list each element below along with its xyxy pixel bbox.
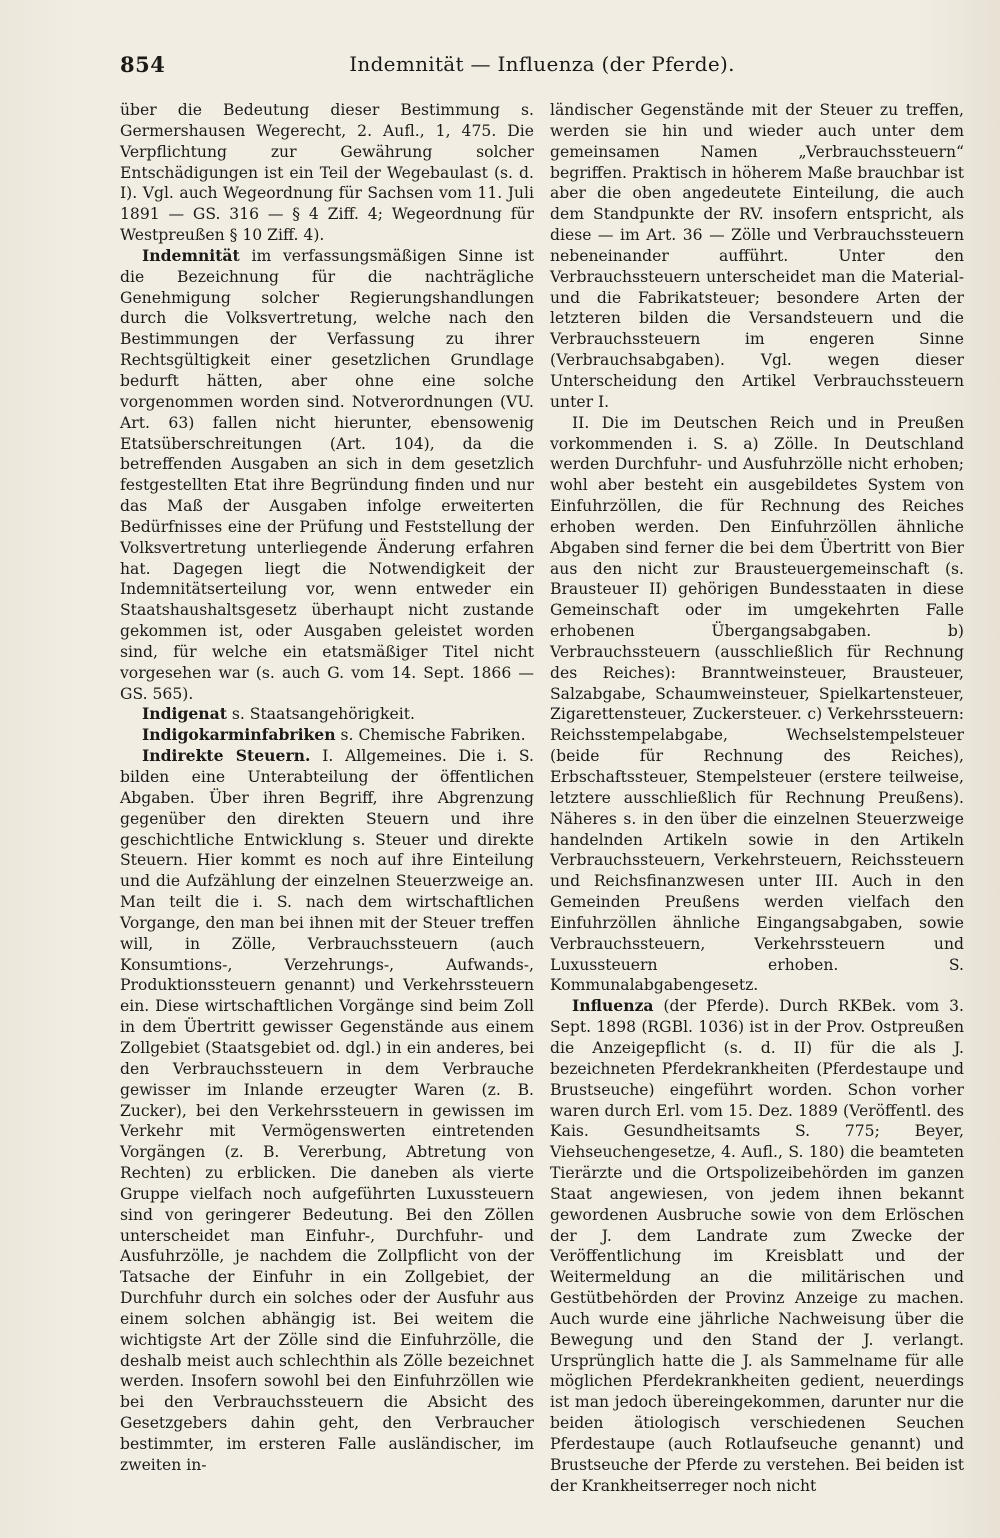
entry-indemnitaet (120, 246, 534, 705)
entry-text: (der Pferde). Durch RKBek. vom 3. Sept. 1898 (RGBl. 1036) ist in der Prov. Ostpreußen die Anzeigepflicht (s. d. II) für die als J. bezeichneten Pferdekrankheiten (Pferdestaupe und Brustseuche) eingeführt worden. Schon vorher waren durch Erl. vom 15. Dez. 1889 (Veröffentl. des Kais. Gesundheitsamts S. 775; Beyer, Viehseuchengesetze, 4. Aufl., S. 180) die beamteten Tierärzte und die Ortspolizeibehörden im ganzen Staat angewiesen, von jedem ihnen bekannt gewordenen Ausbruche sowie von dem Erlöschen der J. dem Landrate zum Zwecke der Veröffentlichung im Kreisblatt und der Weitermeldung an die militärischen und Gestütbehörden der Provinz Anzeige zu machen. Auch wurde eine jährliche Nachweisung über die Bewegung und den Stand der J. verlangt. Ursprünglich hatte die J. als Sammelname für alle möglichen Pferdekrankheiten gedient, neuerdings ist man jedoch übereingekommen, darunter nur die beiden ätiologisch verschiedenen Seuchen Pferdestaupe (auch Rotlaufseuche genannt) und Brustseuche der Pferde zu verstehen. Bei beiden ist der Krankheitserreger noch nicht (550, 997, 964, 1495)
entry-headword: Indigokarminfabriken (142, 725, 336, 745)
entry-text: s. Staatsangehörigkeit. (226, 705, 415, 724)
entry-text: im verfassungsmäßigen Sinne ist die Bezeichnung für die nachträgliche Genehmigung solcher Regierungshandlungen durch die Volksvertretung, welche nach den Bestimmungen der Verfassung zu ihrer Rechtsgültigkeit einer gesetzlichen Grundlage bedurft hätten, aber ohne eine solche vorgenommen worden sind. Notverordnungen (VU. Art. 63) fallen nicht hierunter, ebensowenig Etatsüberschreitungen (Art. 104), da die betreffenden Ausgaben an sich in dem gesetzlich festgestellten Etat ihre Begründung finden und nur das Maß der Ausgaben infolge erweiterten Bedürfnisses eine der Prüfung und Feststellung der Volksvertretung unterliegende Änderung erfahren hat. Dagegen liegt die Notwendigkeit der Indemnitätserteilung vor, wenn entweder ein Staatshaushaltsgesetz überhaupt nicht zustande gekommen ist, oder Ausgaben geleistet worden sind, für welche ein etatsmäßiger Titel nicht vorgesehen war (s. auch G. vom 14. Sept. 1866 — GS. 565). (120, 246, 534, 703)
entry-influenza (550, 996, 964, 1496)
entry-indigenat (120, 704, 534, 725)
left-column (120, 100, 534, 1476)
right-column (550, 100, 964, 1497)
entry-text: I. Allgemeines. Die i. S. bilden eine Unterabteilung der öffentlichen Abgaben. Über ihren Begriff, ihre Abgrenzung gegenüber den direkten Steuern und ihre geschichtliche Entwicklung s. Steuer und direkte Steuern. Hier kommt es noch auf ihre Einteilung und die Aufzählung der einzelnen Steuerzweige an. Man teilt die i. S. nach dem wirtschaftlichen Vorgange, den man bei ihnen mit der Steuer treffen will, in Zölle, Verbrauchssteuern (auch Konsumtions-, Verzehrungs-, Aufwands-, Produktionssteuern genannt) und Verkehrssteuern ein. Diese wirtschaftlichen Vorgänge sind beim Zoll in dem Übertritt gewisser Gegenstände aus einem Zollgebiet (Staatsgebiet od. dgl.) in ein anderes, bei den Verbrauchssteuern in dem Verbrauche gewisser im Inlande erzeugter Waren (z. B. Zucker), bei den Verkehrssteuern in gewissen im Verkehr mit Vermögenswerten eintretenden Vorgängen (z. B. Vererbung, Abtretung von Rechten) zu erblicken. Die daneben als vierte Gruppe vielfach noch aufgeführten Luxussteuern sind von geringerer Bedeutung. Bei den Zöllen unterscheidet man Einfuhr-, Durchfuhr- und Ausfuhrzölle, je nachdem die Zollpflicht von der Tatsache der Einfuhr in ein Zollgebiet, der Durchfuhr durch ein solches oder der Ausfuhr aus einem solchen abhängig ist. Bei weitem die wichtigste Art der Zölle sind die Einfuhrzölle, die deshalb meist auch schlechthin als Zölle bezeichnet werden. Insofern sowohl bei den Einfuhrzöllen wie bei den Verbrauchssteuern die Absicht des Gesetzgebers dahin geht, den Verbraucher bestimmter, im ersteren Falle ausländischer, im zweiten in- (120, 747, 534, 1474)
entry-headword: Influenza (572, 996, 654, 1016)
entry-headword: Indemnität (142, 245, 240, 265)
entry-text: s. Chemische Fabriken. (335, 726, 526, 745)
entry-headword: Indigenat (142, 704, 227, 724)
running-head: Indemnität — Influenza (der Pferde). (349, 52, 735, 76)
paragraph-wegerecht-continuation: über die Bedeutung dieser Bestimmung s. Germershausen Wegerecht, 2. Aufl., 1, 475. Die Verpflichtung zur Gewährung solcher Entschädigungen ist ein Teil der Wegebaulast (s. d. I). Vgl. auch Wegeordnung für Sachsen vom 11. Juli 1891 — GS. 316 — § 4 Ziff. 4; Wegeordnung für Westpreußen § 10 Ziff. 4). (120, 101, 534, 245)
entry-indirekte-steuern (120, 746, 534, 1476)
entry-headword: Indirekte Steuern. (142, 746, 311, 766)
paragraph-indirekte-steuern-continuation: ländischer Gegenstände mit der Steuer zu treffen, werden sie hin und wieder auch unter dem gemeinsamen Namen „Verbrauchssteuern“ begriffen. Praktisch in höherem Maße brauchbar ist aber die oben angedeutete Einteilung, die auch dem Standpunkte der RV. insofern entspricht, als diese — im Art. 36 — Zölle und Verbrauchssteuern nebeneinander aufführt. Unter den Verbrauchssteuern unterscheidet man die Material- und die Fabrikatsteuer; besondere Arten der letzteren bilden die Versandsteuern und die Verbrauchssteuern im engeren Sinne (Verbrauchsabgaben). Vgl. wegen dieser Unterscheidung den Artikel Verbrauchssteuern unter I. (550, 101, 964, 411)
entry-indigokarminfabriken (120, 725, 534, 746)
paragraph-indirekte-steuern-part-two: II. Die im Deutschen Reich und in Preußen vorkommenden i. S. a) Zölle. In Deutschland werden Durchfuhr- und Ausfuhrzölle nicht erhoben; wohl aber besteht ein ausgebildetes System von Einfuhrzöllen, die für Rechnung des Reiches erhoben werden. Den Einfuhrzöllen ähnliche Abgaben sind ferner die bei dem Übertritt von Bier aus den nicht zur Brausteuergemeinschaft (s. Brausteuer II) gehörigen Bundesstaaten in diese Gemeinschaft oder im umgekehrten Falle erhobenen Übergangsabgaben. b) Verbrauchssteuern (ausschließlich für Rechnung des Reiches): Branntweinsteuer, Brausteuer, Salzabgabe, Schaumweinsteuer, Spielkartensteuer, Zigarettensteuer, Zuckersteuer. c) Verkehrssteuern: Reichsstempelabgabe, Wechselstempelsteuer (beide für Rechnung des Reiches), Erbschaftssteuer, Stempelsteuer (erstere teilweise, letztere ausschließlich für Rechnung Preußens). Näheres s. in den über die einzelnen Steuerzweige handelnden Artikeln sowie in den Artikeln Verbrauchssteuern, Verkehrsteuern, Reichssteuern und Reichsfinanzwesen unter III. Auch in den Gemeinden Preußens werden vielfach den Einfuhrzöllen ähnliche Eingangsabgaben, sowie Verbrauchssteuern, Verkehrssteuern und Luxussteuern erhoben. S. Kommunalabgabengesetz. (550, 413, 964, 995)
page-number: 854 (120, 52, 166, 77)
page-header (120, 52, 964, 88)
